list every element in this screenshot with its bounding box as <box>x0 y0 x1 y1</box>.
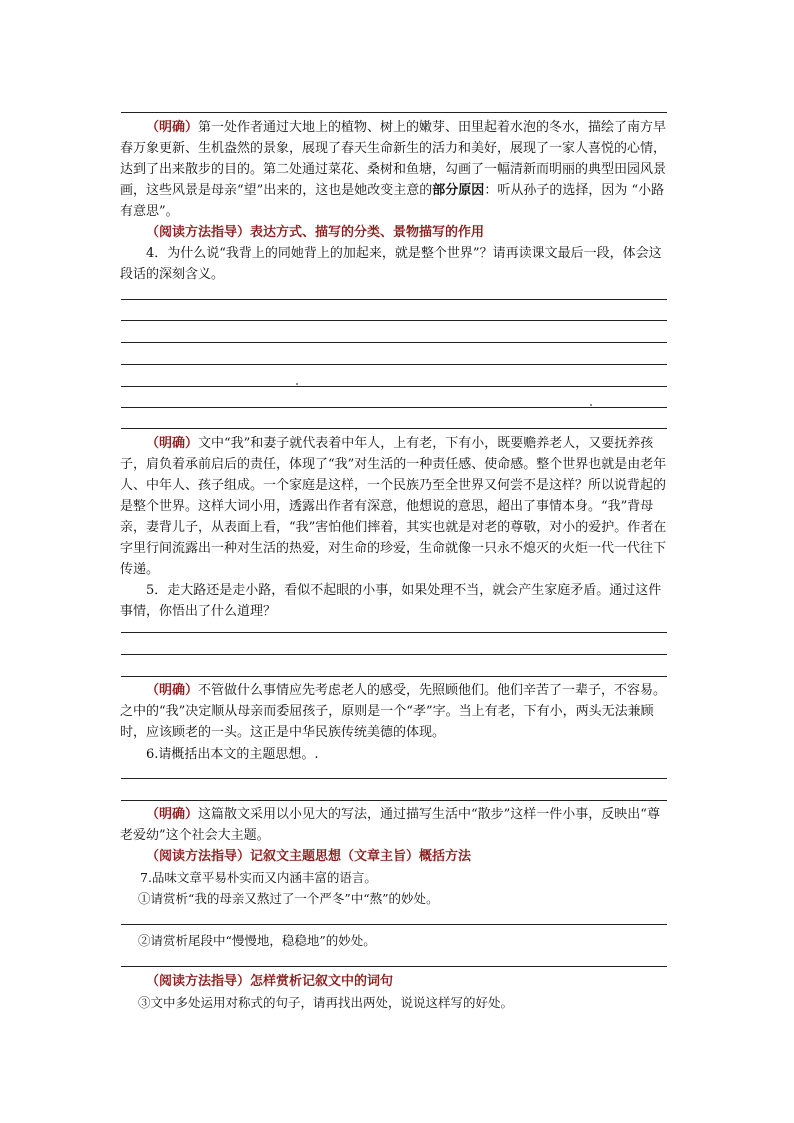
reading-method-heading-2: （阅读方法指导）记叙文主题思想（文章主旨）概括方法 <box>146 849 472 864</box>
answer-text: 文中“我”和妻子就代表着中年人，上有老，下有小，既要赡养老人，又要抚养孩子，肩负着承前启后的责任，体现了“我”对生活的一种责任感、使命感。整个世界也就是由老年人、中年人、孩子组成。一个家庭是这样，一个民族乃至全世界又何尝不是这样？所以说背起的是整个世界。这样大词小用，透露出作者有深意，他想说的意思，超出了事情本身。“我”背母亲，妻背儿子，从表面上看，“我”害怕他们摔着，其实也就是对老的尊敬，对小的爱护。作者在字里行间流露出一种对生活的热爱，对生命的珍爱，生命就像一只永不熄灭的火炬一代一代往下传递。 <box>120 436 667 577</box>
answer-line[interactable] <box>121 342 667 343</box>
stray-dot <box>590 404 592 406</box>
answer-emphasis: 部分原因 <box>432 183 485 198</box>
answer-line[interactable] <box>121 654 667 655</box>
answer-line[interactable] <box>121 320 667 321</box>
question-7: 7.品味文章平易朴实而又内涵丰富的语言。 <box>140 870 377 885</box>
answer-text: 不管做什么事情应先考虑老人的感受，先照顾他们。他们辛苦了一辈子，不容易。之中的“我”决定顺从母亲而委屈孩子，原则是一个“孝”字。当上有老，下有小，两头无法兼顾时，应该顾老的一头。这正是中华民族传统美德的体现。 <box>120 683 667 740</box>
answer-line <box>121 112 667 113</box>
question-6: 6.请概括出本文的主题思想。. <box>146 747 319 762</box>
stray-dot <box>296 383 298 385</box>
answer-line[interactable] <box>121 428 667 429</box>
answer-line[interactable] <box>121 386 667 387</box>
question-7-part-1: ①请赏析“我的母亲又熬过了一个严冬”中“熬”的妙处。 <box>138 891 439 906</box>
reading-method-heading-1: （阅读方法指导）表达方式、描写的分类、景物描写的作用 <box>146 225 485 240</box>
answer-tag: （明确） <box>146 683 199 698</box>
answer-line[interactable] <box>121 924 667 925</box>
answer-tag: （明确） <box>146 436 199 451</box>
answer-line[interactable] <box>121 364 667 365</box>
answer-text: 第一处作者通过大地上的植物、树上的嫩芽、田里起着水泡的冬水，描绘了南方早春万象更新、生机盎然的景象，展现了春天生命新生的活力和美好，展现了一家人喜悦的心情，达到了出来散步的目的。第二处通过菜花、桑树和鱼塘，勾画了一幅清新而明丽的典型田园风景画，这些风景是母亲“望”出来的，这也是她改变主意的 <box>120 120 667 198</box>
answer-text-end: ：听从孙子的选择，因为 “小路有意思”。 <box>120 183 665 219</box>
answer-tag: （明确） <box>146 120 199 135</box>
answer-paragraph-6 <box>120 804 670 846</box>
answer-line[interactable] <box>121 676 667 677</box>
answer-line[interactable] <box>121 800 667 801</box>
answer-line[interactable] <box>121 407 667 408</box>
answer-paragraph-4 <box>120 433 670 580</box>
answer-paragraph-1 <box>120 117 670 222</box>
question-7-part-3: ③文中多处运用对称式的句子，请再找出两处，说说这样写的好处。 <box>138 995 514 1010</box>
question-5: 5．走大路还是走小路，看似不起眼的小事，如果处理不当，就会产生家庭矛盾。通过这件事情，你悟出了什么道理？ <box>120 583 662 619</box>
question-7-part-2: ②请赏析尾段中“慢慢地，稳稳地”的妙处。 <box>138 933 376 948</box>
answer-line[interactable] <box>121 966 667 967</box>
answer-line[interactable] <box>121 299 667 300</box>
answer-text: 这篇散文采用以小见大的写法，通过描写生活中“散步”这样一件小事，反映出“尊老爱幼”这个社会大主题。 <box>120 807 660 843</box>
answer-paragraph-5 <box>120 680 670 743</box>
answer-line[interactable] <box>121 632 667 633</box>
answer-line[interactable] <box>121 778 667 779</box>
answer-tag: （明确） <box>146 807 199 822</box>
question-4: 4．为什么说“我背上的同她背上的加起来，就是整个世界”？请再读课文最后一段，体会这段话的深刻含义。 <box>120 246 662 282</box>
reading-method-heading-3: （阅读方法指导）怎样赏析记叙文中的词句 <box>146 974 394 989</box>
